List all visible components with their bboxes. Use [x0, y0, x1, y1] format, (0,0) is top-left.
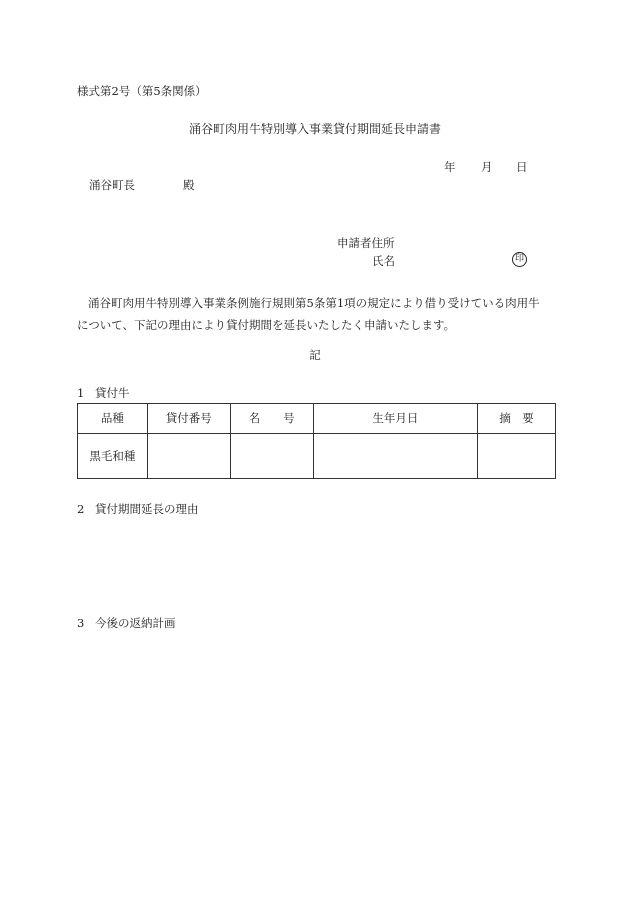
applicant-name-label: 氏名: [372, 254, 395, 268]
cell-loan-number: [147, 434, 230, 479]
application-body: [77, 292, 557, 336]
addressee-name: 涌谷町長: [89, 178, 135, 192]
header-loan-number: 貸付番号: [147, 404, 230, 434]
header-breed: 品種: [78, 404, 148, 434]
cattle-table: [77, 403, 556, 479]
section-2-label: 貸付期間延長の理由: [95, 502, 199, 516]
table-header-row: [78, 404, 556, 434]
applicant-address-label: 申請者住所: [337, 236, 395, 250]
ki-heading: 記: [309, 348, 321, 362]
header-registered-name: 名 号: [230, 404, 313, 434]
section-1-number: 1: [77, 386, 85, 400]
cell-registered-name: [230, 434, 313, 479]
document-title: 涌谷町肉用牛特別導入事業貸付期間延長申請書: [188, 122, 441, 136]
date-year-label: 年: [444, 160, 456, 174]
section-1-heading: [77, 386, 130, 401]
section-3-label: 今後の返納計画: [95, 616, 176, 630]
section-2-number: 2: [77, 502, 85, 516]
cell-remarks: [478, 434, 556, 479]
header-birth-date: 生年月日: [313, 404, 478, 434]
section-1-label: 貸付牛: [95, 386, 130, 400]
section-3-number: 3: [77, 616, 85, 630]
addressee-honorific: 殿: [183, 178, 195, 192]
header-remarks: 摘 要: [478, 404, 556, 434]
section-2-heading: [77, 502, 199, 517]
date-month-label: 月: [481, 160, 493, 174]
date-day-label: 日: [516, 160, 528, 174]
cell-birth-date: [313, 434, 478, 479]
form-number: 様式第2号（第5条関係）: [77, 84, 207, 98]
section-3-heading: [77, 616, 176, 631]
body-line-2: について、下記の理由により貸付期間を延長いたしたく申請いたします。: [77, 318, 456, 332]
seal-mark: 印: [512, 252, 527, 267]
cell-breed: 黒毛和種: [78, 434, 148, 479]
table-row: [78, 434, 556, 479]
body-line-1: 涌谷町肉用牛特別導入事業条例施行規則第5条第1項の規定により借り受けている肉用牛: [88, 296, 540, 310]
